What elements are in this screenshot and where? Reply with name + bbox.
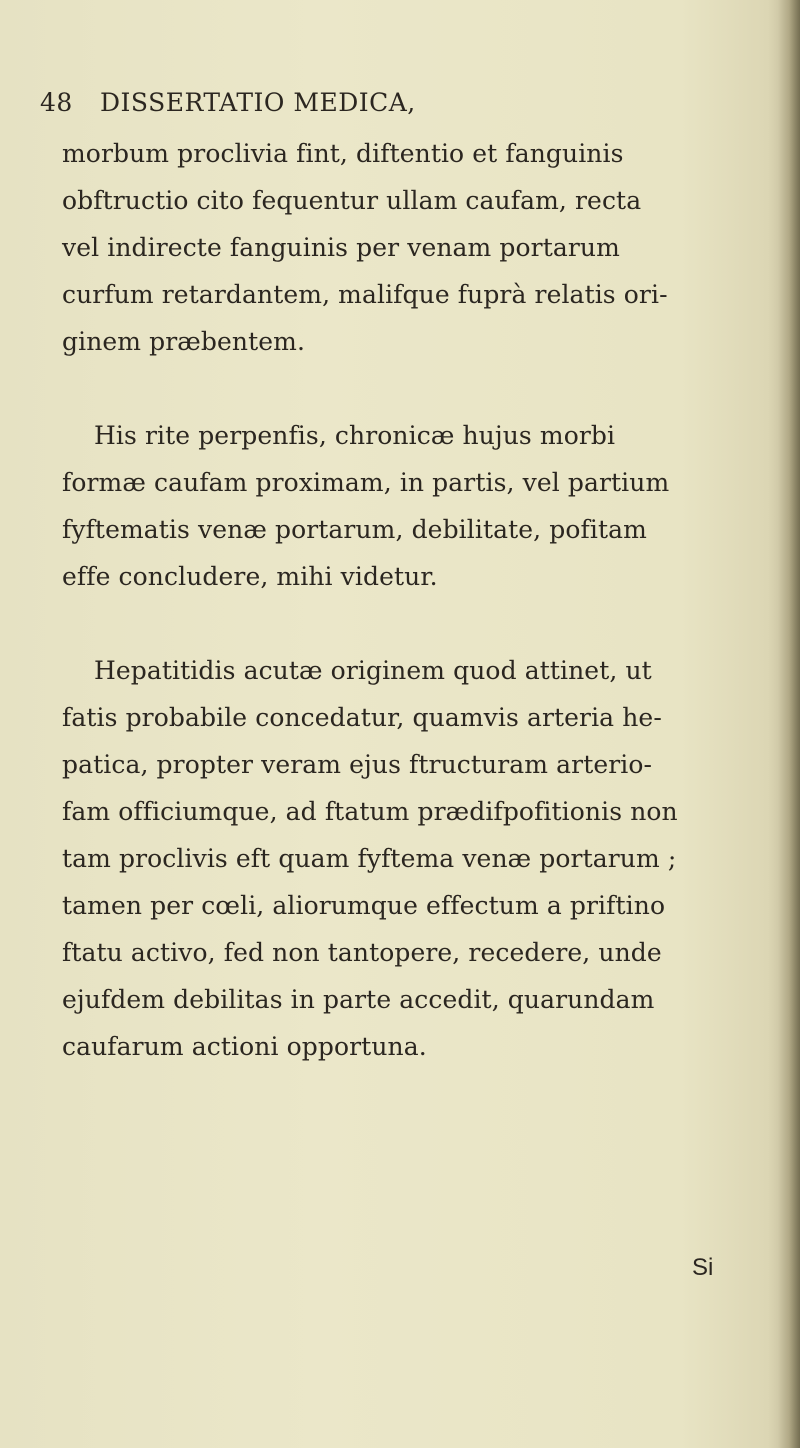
- paragraph-1: [62, 130, 742, 365]
- text-line: obftructio cito fequentur ullam caufam, recta: [62, 186, 642, 215]
- page-edge-shadow: [778, 0, 800, 1448]
- paragraph-3: [62, 647, 742, 1070]
- text-line: ftatu activo, fed non tantopere, recedere, unde: [62, 938, 662, 967]
- text-line: caufarum actioni opportuna.: [62, 1032, 427, 1061]
- text-line: tam proclivis eft quam fyftema venæ portarum ;: [62, 844, 677, 873]
- text-line: fyftematis venæ portarum, debilitate, pofitam: [62, 515, 647, 544]
- paragraph-2: [62, 412, 742, 600]
- text-line: patica, propter veram ejus ftructuram arterio-: [62, 750, 653, 779]
- text-line: morbum proclivia fint, diftentio et fanguinis: [62, 139, 624, 168]
- text-line: formæ caufam proximam, in partis, vel partium: [62, 468, 670, 497]
- text-line: ginem præbentem.: [62, 327, 305, 356]
- text-line: Hepatitidis acutæ originem quod attinet, ut: [94, 656, 652, 685]
- text-line: effe concludere, mihi videtur.: [62, 562, 438, 591]
- text-line: tamen per cœli, aliorumque effectum a priftino: [62, 891, 666, 920]
- body-text: [62, 130, 742, 1070]
- page-number: 48: [40, 88, 73, 117]
- paragraph-gap: [62, 600, 742, 647]
- text-line: curfum retardantem, malifque fuprà relatis ori-: [62, 280, 668, 309]
- text-line: ejufdem debilitas in parte accedit, quarundam: [62, 985, 655, 1014]
- text-line: fatis probabile concedatur, quamvis arteria he-: [62, 703, 662, 732]
- text-line: vel indirecte fanguinis per venam portarum: [62, 233, 620, 262]
- paragraph-gap: [62, 365, 742, 412]
- catchword: Si: [692, 1254, 714, 1281]
- text-line: His rite perpenfis, chronicæ hujus morbi: [94, 421, 616, 450]
- text-line: fam officiumque, ad ftatum prædifpofitionis non: [62, 797, 678, 826]
- page-header: [40, 88, 760, 128]
- running-title: DISSERTATIO MEDICA,: [100, 88, 416, 117]
